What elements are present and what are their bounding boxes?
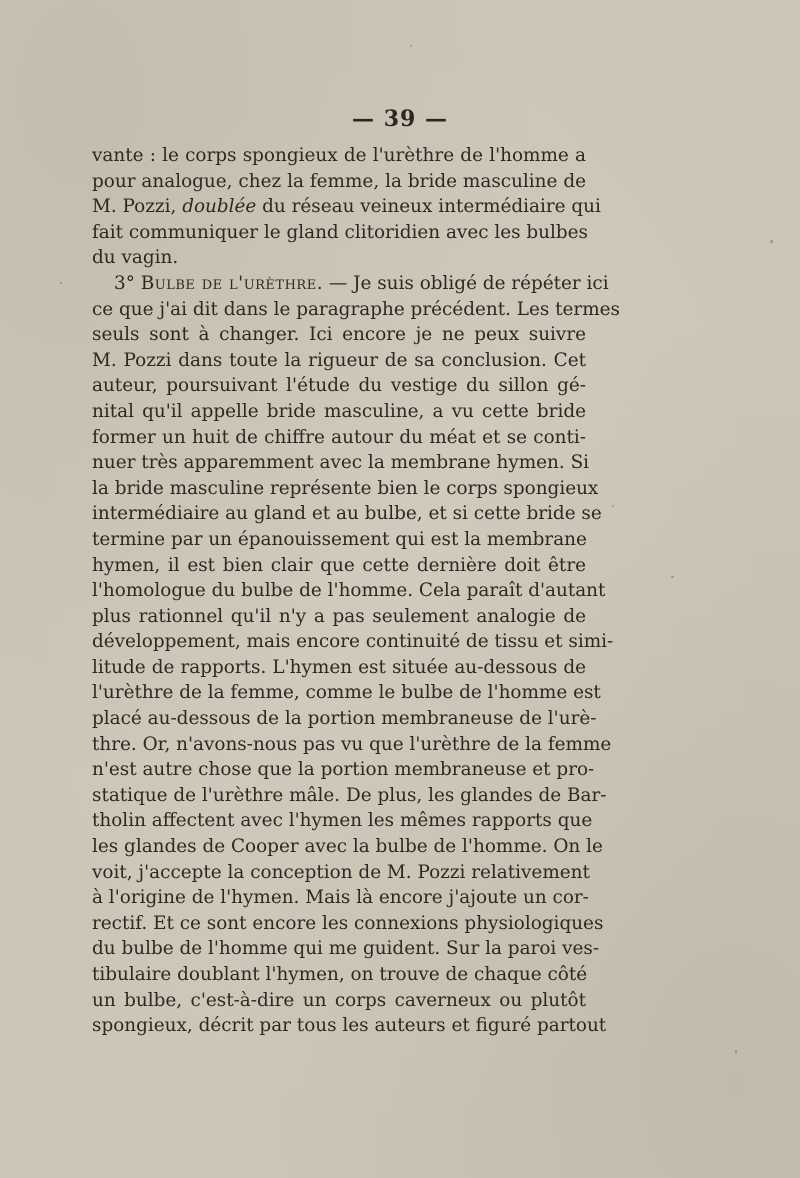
text-line: la bride masculine représente bien le corps spongieux (92, 477, 599, 499)
text-line: fait communiquer le gland clitoridien avec les bulbes (92, 221, 588, 243)
text-line: vante : le corps spongieux de l'urèthre de l'homme a (92, 145, 586, 166)
text-line: développement, mais encore continuité de tissu et simi- (92, 631, 614, 653)
text-segment: du réseau veineux intermédiaire qui (256, 196, 601, 218)
text-line: à l'origine de l'hymen. Mais là encore j'ajoute un cor- (92, 887, 589, 909)
text-line: litude de rapports. L'hymen est située au-dessous de (92, 656, 586, 678)
text-segment: — Je suis obligé de répéter ici (323, 272, 609, 294)
text-line: M. Pozzi dans toute la rigueur de sa conclusion. Cet (92, 349, 586, 371)
section-heading-line (92, 271, 609, 297)
text-line: l'homologue du bulbe de l'homme. Cela paraît d'autant (92, 580, 606, 602)
text-line: thre. Or, n'avons-nous pas vu que l'urèthre de la femme (92, 733, 612, 755)
text-line: nuer très apparemment avec la membrane hymen. Si (92, 452, 590, 474)
text-line: intermédiaire au gland et au bulbe, et si cette bride se (92, 503, 602, 525)
text-line: un bulbe, c'est-à-dire un corps caverneux ou plutôt (92, 989, 586, 1011)
body-text (92, 143, 620, 1039)
text-line: former un huit de chiffre autour du méat et se conti- (92, 426, 586, 448)
paper-speck (612, 505, 614, 507)
text-line: placé au-dessous de la portion membraneuse de l'urè- (92, 708, 597, 730)
text-line: termine par un épanouissement qui est la membrane (92, 528, 587, 550)
italic-term: doublée (182, 196, 257, 218)
text-line: plus rationnel qu'il n'y a pas seulement analogie de (92, 605, 586, 627)
text-line: pour analogue, chez la femme, la bride masculine de (92, 170, 586, 192)
text-line: rectif. Et ce sont encore les connexions physiologiques (92, 912, 604, 934)
text-line: ce que j'ai dit dans le paragraphe précédent. Les termes (92, 298, 620, 320)
paper-speck (671, 576, 674, 578)
section-heading: Bulbe de l'urèthre. (140, 272, 324, 294)
text-line: seuls sont à changer. Ici encore je ne peux suivre (92, 324, 586, 346)
page-number: — 39 — (352, 106, 448, 132)
text-line: n'est autre chose que la portion membraneuse et pro- (92, 759, 595, 781)
text-line: voit, j'accepte la conception de M. Pozzi relativement (92, 861, 590, 883)
paper-speck (410, 45, 412, 47)
text-line: du vagin. (92, 247, 179, 269)
text-line (92, 194, 601, 220)
text-line: hymen, il est bien clair que cette dernière doit être (92, 554, 586, 576)
text-line: l'urèthre de la femme, comme le bulbe de l'homme est (92, 682, 601, 704)
text-line: statique de l'urèthre mâle. De plus, les glandes de Bar- (92, 784, 607, 806)
text-line: nital qu'il appelle bride masculine, a vu cette bride (92, 400, 586, 422)
paper-speck (735, 1050, 737, 1053)
text-line: auteur, poursuivant l'étude du vestige du sillon gé- (92, 375, 586, 397)
paper-speck (60, 282, 62, 284)
section-number: 3° (114, 272, 141, 294)
text-line: spongieux, décrit par tous les auteurs et figuré partout (92, 1015, 607, 1037)
text-line: du bulbe de l'homme qui me guident. Sur la paroi ves- (92, 938, 600, 960)
text-line: les glandes de Cooper avec la bulbe de l'homme. On le (92, 836, 603, 858)
paper-speck (770, 240, 773, 243)
text-line: tholin affectent avec l'hymen les mêmes rapports que (92, 810, 593, 832)
text-segment: M. Pozzi, (92, 196, 183, 218)
text-line: tibulaire doublant l'hymen, on trouve de chaque côté (92, 964, 588, 985)
